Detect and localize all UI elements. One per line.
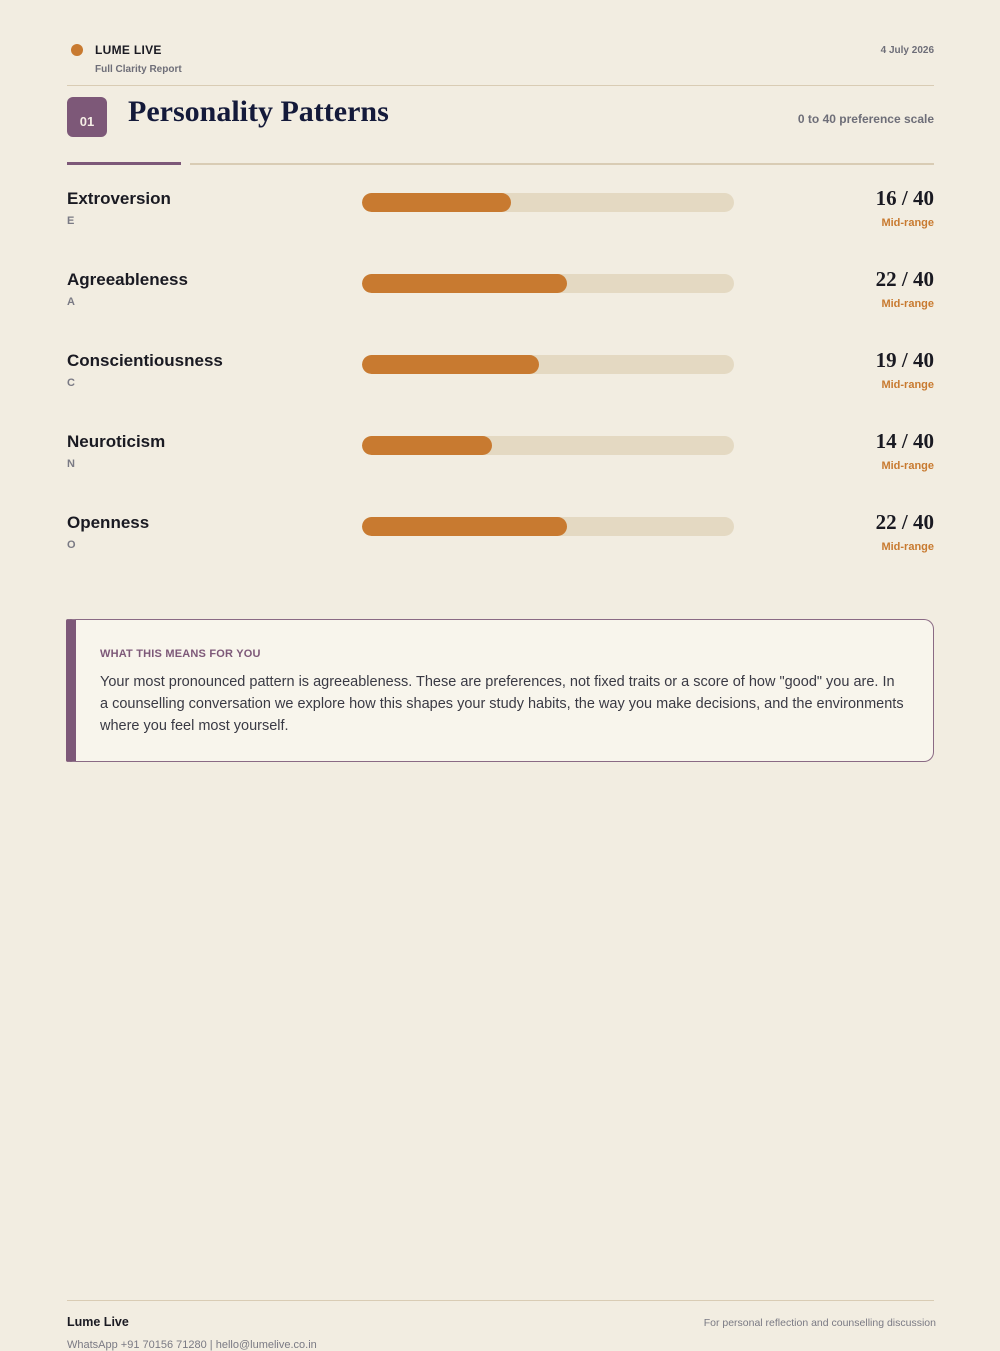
score-range-label: Mid-range	[881, 217, 934, 229]
title-accent-rule	[67, 162, 181, 165]
page-title: Personality Patterns	[128, 95, 389, 128]
score-bar-track	[362, 517, 734, 536]
report-date: 4 July 2026	[880, 45, 934, 56]
trait-name: Conscientiousness	[67, 351, 223, 370]
report-footer	[67, 1300, 934, 1351]
trait-code: O	[67, 539, 76, 551]
trait-row	[67, 348, 934, 421]
brand-dot-icon	[71, 44, 83, 56]
score-bar-fill	[362, 274, 567, 293]
score-range-label: Mid-range	[881, 298, 934, 310]
score-bar-track	[362, 274, 734, 293]
score-value: 22 / 40	[875, 267, 934, 291]
trait-row	[67, 510, 934, 583]
trait-row	[67, 429, 934, 502]
report-subtitle: Full Clarity Report	[95, 64, 182, 75]
section-number-badge: 01	[67, 97, 107, 137]
footer-brand: Lume Live	[67, 1315, 129, 1329]
score-range-label: Mid-range	[881, 460, 934, 472]
score-bar-fill	[362, 355, 539, 374]
footer-contact: WhatsApp +91 70156 71280 | hello@lumelive.co.in	[67, 1339, 317, 1351]
trait-name: Openness	[67, 513, 150, 532]
trait-row	[67, 267, 934, 340]
callout-heading: WHAT THIS MEANS FOR YOU	[100, 648, 261, 660]
score-bar-track	[362, 436, 734, 455]
trait-code: C	[67, 377, 75, 389]
trait-row	[67, 186, 934, 259]
scale-note: 0 to 40 preference scale	[797, 112, 934, 126]
score-value: 22 / 40	[875, 510, 934, 534]
insight-callout	[66, 619, 934, 762]
score-bar-track	[362, 193, 734, 212]
score-bar-fill	[362, 193, 511, 212]
report-header	[67, 40, 934, 86]
score-range-label: Mid-range	[881, 541, 934, 553]
trait-name: Extroversion	[67, 189, 171, 208]
trait-code: E	[67, 215, 75, 227]
trait-code: A	[67, 296, 75, 308]
trait-name: Neuroticism	[67, 432, 166, 451]
score-value: 14 / 40	[875, 429, 934, 453]
score-range-label: Mid-range	[881, 379, 934, 391]
score-value: 16 / 40	[875, 186, 934, 210]
score-bar-track	[362, 355, 734, 374]
score-bar-fill	[362, 517, 567, 536]
brand-name: LUME LIVE	[95, 43, 162, 57]
score-value: 19 / 40	[875, 348, 934, 372]
title-divider	[190, 163, 934, 165]
trait-code: N	[67, 458, 75, 470]
trait-name: Agreeableness	[67, 270, 188, 289]
callout-body: Your most pronounced pattern is agreeableness. These are preferences, not fixed traits or a score of how "good" you are. In a counselling conversation we explore how this shapes your study habits, the way you make decisions, and the environments where you feel most yourself.	[100, 674, 904, 734]
score-bar-fill	[362, 436, 492, 455]
footer-note: For personal reflection and counselling discussion	[703, 1317, 936, 1329]
